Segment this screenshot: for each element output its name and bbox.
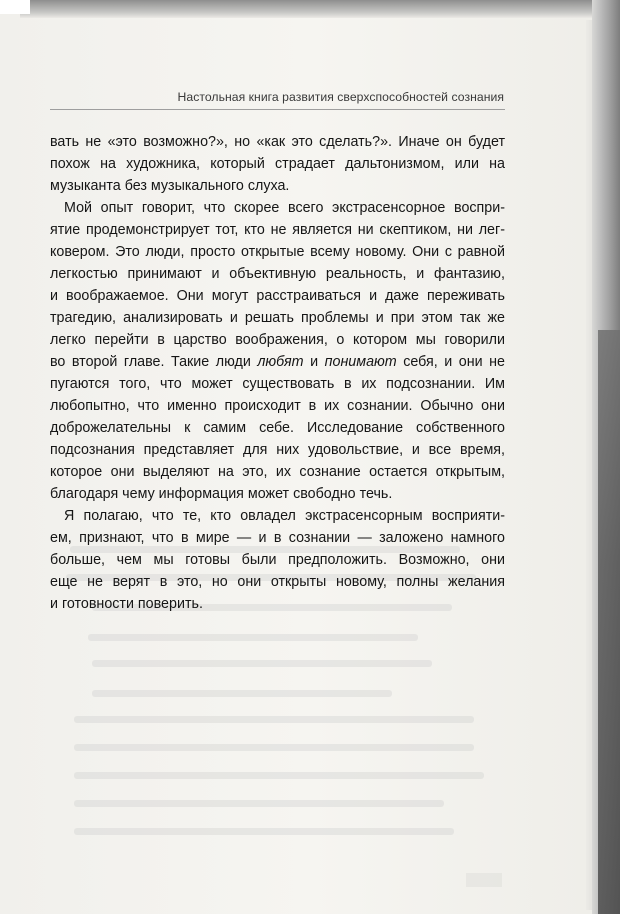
text-line: музыканта без музыкального слуха.	[50, 178, 290, 194]
bleed-through-line	[92, 660, 432, 667]
text-line: трагедию, анализировать и решать проблемы и при этом так же	[50, 310, 505, 326]
emphasis-word: любят	[257, 354, 304, 370]
text-line: больше, чем мы готовы были предположить. Возможно, они	[50, 552, 505, 568]
text-line: и воображаемое. Они могут расстраиваться и даже переживать	[50, 288, 505, 304]
text-segment: себя, и они не	[403, 354, 505, 370]
text-line: ятие продемонстрирует тот, кто не является ни скептиком, ни лег-	[50, 222, 505, 238]
paragraph-1	[50, 131, 505, 197]
text-line: Я полагаю, что те, кто овладел экстрасенсорным восприяти-	[64, 508, 505, 524]
running-head: Настольная книга развития сверхспособностей сознания	[177, 90, 504, 104]
text-segment: во второй главе. Такие люди	[50, 354, 251, 370]
text-line: которое они выделяют на это, их сознание остается открытым,	[50, 464, 505, 480]
bleed-through-line	[74, 828, 454, 835]
text-line: еще не верят в это, но они открыты новому, полны желания	[50, 574, 505, 590]
scan-top-shadow	[20, 0, 600, 18]
body-text	[50, 131, 505, 615]
scan-top-corner	[0, 0, 30, 14]
text-line: ем, признают, что в мире — и в сознании — заложено намного	[50, 530, 505, 546]
bleed-through-line	[74, 800, 444, 807]
text-line: вать не «это возможно?», но «как это сделать?». Иначе он будет	[50, 134, 505, 150]
running-head-rule	[50, 109, 505, 110]
text-segment: и	[310, 354, 319, 370]
bleed-through-line	[92, 690, 392, 697]
text-line: и готовности поверить.	[50, 596, 203, 612]
text-line: ковером. Это люди, просто открытые всему новому. Они с равной	[50, 244, 505, 260]
text-line: благодаря чему информация может свободно течь.	[50, 486, 393, 502]
paragraph-3	[50, 505, 505, 615]
text-line-mixed	[50, 351, 505, 373]
text-line: подсознания представляет для них удовольствие, и все время,	[50, 442, 505, 458]
emphasis-word: понимают	[324, 354, 397, 370]
bleed-through-line	[88, 634, 418, 641]
paragraph-2	[50, 197, 505, 505]
text-line: Мой опыт говорит, что скорее всего экстрасенсорное воспри-	[64, 200, 505, 216]
bleed-through-line	[74, 716, 474, 723]
text-line: пугаются того, что может существовать в их подсознании. Им	[50, 376, 505, 392]
binding-shadow	[598, 330, 620, 914]
bleed-through-line	[74, 744, 474, 751]
text-line: доброжелательны к самим себе. Исследование собственного	[50, 420, 505, 436]
text-line: похож на художника, который страдает дальтонизмом, или на	[50, 156, 505, 172]
text-line: легко перейти в царство воображения, о котором мы говорили	[50, 332, 505, 348]
text-line: легкостью принимают и объективную реальность, и фантазию,	[50, 266, 505, 282]
bleed-through-folio	[466, 873, 502, 887]
text-line: любопытно, что именно происходит в их сознании. Обычно они	[50, 398, 505, 414]
bleed-through-line	[74, 772, 484, 779]
